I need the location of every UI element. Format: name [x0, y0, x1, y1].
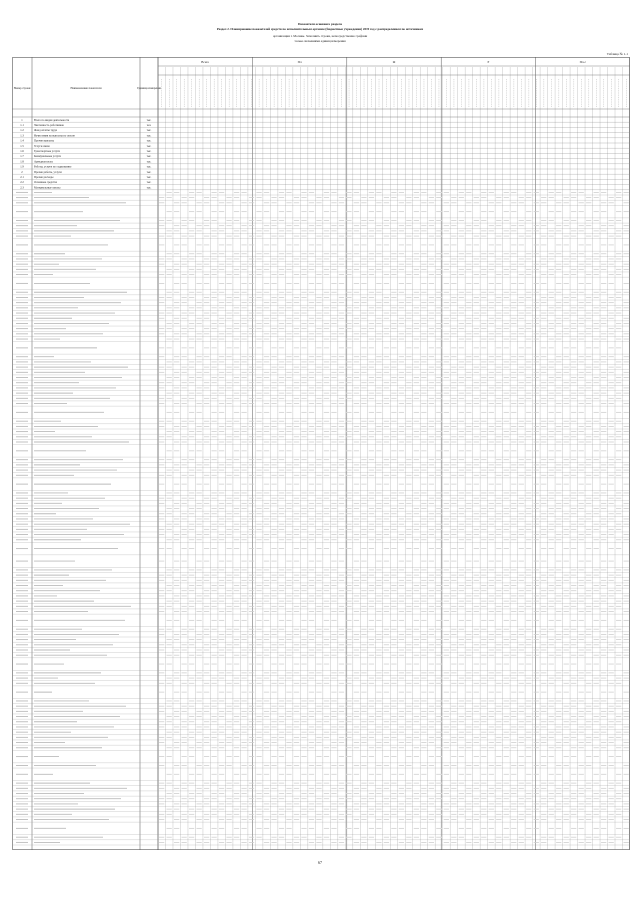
page-number: 67 [318, 860, 322, 865]
row-code: 1.8 [20, 160, 24, 164]
row-unit: тыс. [146, 160, 152, 164]
row-code: 1.5 [20, 144, 24, 148]
row-name: Коммунальные услуги [34, 155, 61, 159]
group-header: Пл [297, 60, 302, 64]
document-title: Показатели основного раздела [298, 22, 342, 26]
row-unit: чел. [146, 124, 152, 127]
subtitle-line-2: только значениями единиц измерения [294, 39, 346, 43]
row-name: Транспортные услуги [34, 150, 60, 153]
row-unit: тыс. [146, 170, 152, 174]
group-header: Ф [392, 60, 396, 64]
row-code: 1.7 [20, 155, 24, 159]
section-title: Раздел 2. Планирование показателей средств по исполнительным органам (бюджетные учреждения) 2019 год с распределением по источникам [216, 27, 424, 31]
group-header: Пл-с [579, 60, 586, 64]
row-unit: тыс. [146, 181, 152, 185]
col-header-name: Наименование показателя [70, 87, 102, 90]
table-number: Таблица № 1.1 [606, 52, 628, 56]
row-name: Прочие работы, услуги [34, 170, 62, 174]
row-name: Фонд оплаты труда [34, 129, 57, 133]
row-unit: тыс. [146, 186, 152, 190]
row-name: Прочие выплаты [34, 139, 54, 143]
row-code: 1.6 [20, 150, 24, 153]
row-unit: тыс. [146, 118, 152, 122]
subtitle-line-1: организации г. Москвы. Заполнить строки, непосредственно графами [272, 34, 368, 38]
col-header-unit: Единица измерения [137, 87, 161, 90]
row-unit: тыс. [146, 150, 152, 153]
row-code: 1.1 [20, 124, 24, 127]
row-unit: тыс. [146, 129, 152, 133]
row-name: Материальные запасы [34, 186, 61, 190]
row-unit: тыс. [146, 134, 152, 138]
row-name: Прочие расходы [34, 176, 54, 179]
data-table [12, 57, 630, 850]
row-code: 1.9 [20, 165, 24, 169]
row-code: 1.2 [20, 129, 24, 133]
row-name: Начисления на выплаты по оплате [34, 134, 75, 138]
row-name: Услуги связи [34, 144, 50, 148]
row-unit: тыс. [146, 165, 152, 169]
table-grid [12, 57, 630, 850]
row-name: Основные средства [34, 181, 58, 185]
row-code: 2 [21, 170, 23, 174]
row-code: 2.3 [20, 186, 24, 190]
row-name: Численность работников [34, 124, 64, 127]
row-name: Всего по видам деятельности [34, 118, 70, 122]
row-name: Арендная плата [34, 160, 53, 164]
table-border [13, 58, 630, 850]
row-code: 2.2 [20, 181, 24, 185]
row-unit: тыс. [146, 139, 152, 143]
row-name: Работы, услуги по содержанию [34, 165, 72, 169]
row-code: 1.4 [20, 139, 24, 143]
row-code: 2.1 [20, 176, 24, 179]
row-unit: тыс. [146, 155, 152, 159]
group-header: Р [487, 60, 490, 64]
row-unit: тыс. [146, 176, 152, 179]
col-header-code: Номер строки [13, 87, 31, 90]
row-unit: тыс. [146, 144, 152, 148]
row-code: 1.3 [20, 134, 24, 138]
group-header: Всего [201, 60, 210, 64]
row-code: 1 [21, 118, 23, 122]
